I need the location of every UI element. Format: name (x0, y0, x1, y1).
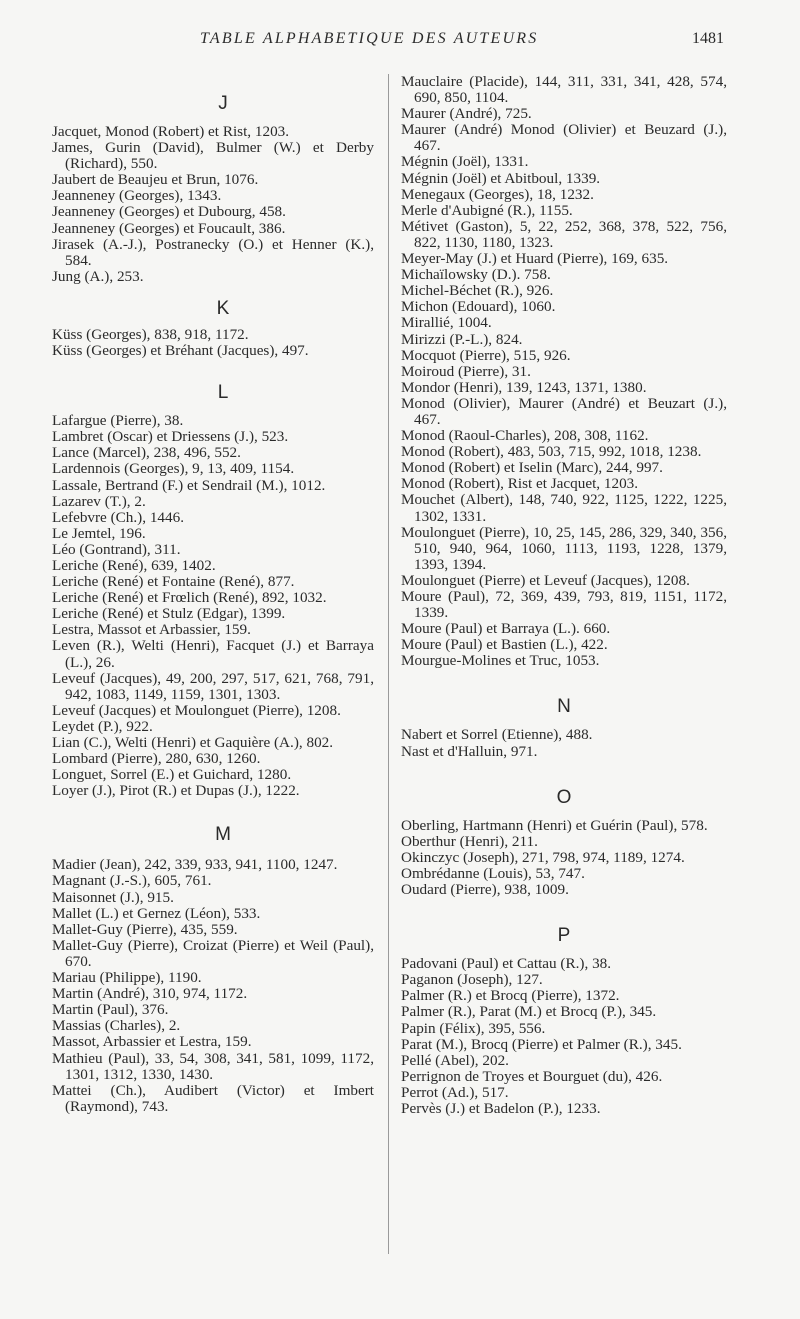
index-entry: Pervès (J.) et Badelon (P.), 1233. (401, 1099, 601, 1117)
index-entry: Le Jemtel, 196. (52, 524, 146, 542)
index-entry: Michon (Edouard), 1060. (401, 298, 556, 316)
index-entry: Michaïlowsky (D.). 758. (401, 266, 551, 284)
index-entry: Magnant (J.-S.), 605, 761. (52, 872, 212, 890)
section-letter: O (556, 786, 572, 808)
index-entry: Lardennois (Georges), 9, 13, 409, 1154. (52, 460, 295, 478)
index-entry: Moiroud (Pierre), 31. (401, 362, 531, 380)
index-entry: Lazarev (T.), 2. (52, 492, 146, 510)
running-header (0, 30, 800, 54)
column-divider (388, 74, 389, 1254)
index-entry: Jirasek (A.-J.), Postranecky (O.) et Henner (K.), 584. (52, 235, 374, 269)
index-entry: Menegaux (Georges), 18, 1232. (401, 185, 594, 203)
index-entry: Padovani (Paul) et Cattau (R.), 38. (401, 955, 612, 973)
index-entry: Okinczyc (Joseph), 271, 798, 974, 1189, 1274. (401, 848, 685, 866)
index-entry: Lefebvre (Ch.), 1446. (52, 508, 185, 526)
index-entry: Oudard (Pierre), 938, 1009. (401, 881, 569, 899)
index-entry: Nast et d'Halluin, 971. (401, 742, 538, 760)
index-entry: Küss (Georges) et Bréhant (Jacques), 497. (52, 342, 309, 360)
index-entry: Jeanneney (Georges), 1343. (52, 187, 222, 205)
letter-section (401, 786, 727, 898)
index-entry: Leveuf (Jacques) et Moulonguet (Pierre), 1208. (52, 701, 341, 719)
index-entry: Mattei (Ch.), Audibert (Victor) et Imbert (Raymond), 743. (52, 1081, 374, 1115)
index-entry: Mallet-Guy (Pierre), 435, 559. (52, 920, 238, 938)
index-entry: Léo (Gontrand), 311. (52, 540, 181, 558)
index-entry: Jaubert de Beaujeu et Brun, 1076. (52, 171, 259, 189)
letter-section (401, 924, 727, 1117)
index-entry: Jeanneney (Georges) et Dubourg, 458. (52, 203, 286, 221)
left-column (52, 74, 374, 1115)
index-entry: Massias (Charles), 2. (52, 1017, 181, 1035)
index-entry: Loyer (J.), Pirot (R.) et Dupas (J.), 1222. (52, 782, 300, 800)
index-entry: Moure (Paul), 72, 369, 439, 793, 819, 1151, 1172, 1339. (401, 588, 727, 622)
section-letter: N (557, 696, 571, 718)
index-entry: Maurer (André) Monod (Olivier) et Beuzard (J.), 467. (401, 121, 727, 155)
index-entry: Madier (Jean), 242, 339, 933, 941, 1100, 1247. (52, 856, 338, 874)
section-letter: J (218, 93, 228, 114)
letter-section (401, 695, 727, 759)
index-entry: Jung (A.), 253. (52, 267, 144, 285)
index-entry: Martin (Paul), 376. (52, 1001, 169, 1019)
index-entry: Leydet (P.), 922. (52, 717, 153, 735)
letter-section (52, 92, 374, 285)
index-entry: Leven (R.), Welti (Henri), Facquet (J.) et Barraya (L.), 26. (52, 637, 374, 671)
letter-section (52, 297, 374, 359)
index-entry: Longuet, Sorrel (E.) et Guichard, 1280. (52, 766, 292, 784)
index-entry: Nabert et Sorrel (Etienne), 488. (401, 726, 593, 744)
index-entry: Moulonguet (Pierre) et Leveuf (Jacques), 1208. (401, 571, 690, 589)
index-entry: Monod (Raoul-Charles), 208, 308, 1162. (401, 427, 649, 445)
index-entry: Lian (C.), Welti (Henri) et Gaquière (A.), 802. (52, 734, 334, 751)
index-entry: Küss (Georges), 838, 918, 1172. (52, 325, 249, 343)
index-entry: Palmer (R.), Parat (M.) et Brocq (P.), 345. (401, 1003, 657, 1021)
index-entry: Leriche (René) et Fontaine (René), 877. (52, 573, 295, 591)
index-entry: Jeanneney (Georges) et Foucault, 386. (52, 219, 286, 237)
section-letter: L (217, 382, 229, 404)
index-entry: Meyer-May (J.) et Huard (Pierre), 169, 635. (401, 250, 669, 268)
index-entry: Mouchet (Albert), 148, 740, 922, 1125, 1222, 1225, 1302, 1331. (401, 491, 727, 525)
index-entry: Ombrédanne (Louis), 53, 747. (401, 864, 585, 882)
index-entry: Moulonguet (Pierre), 10, 25, 145, 286, 329, 340, 356, 510, 940, 964, 1060, 1113, 1193, 1228, 1379, 1393, 1394. (401, 523, 727, 573)
running-title: TABLE ALPHABETIQUE DES AUTEURS (200, 30, 539, 47)
index-entry: Lassale, Bertrand (F.) et Sendrail (M.), 1012. (52, 476, 326, 494)
index-entry: Oberling, Hartmann (Henri) et Guérin (Paul), 578. (401, 816, 708, 834)
section-letter: K (216, 297, 230, 319)
index-entry: Papin (Félix), 395, 556. (401, 1019, 546, 1037)
index-entry: Maisonnet (J.), 915. (52, 888, 174, 906)
index-entry: Moure (Paul) et Bastien (L.), 422. (401, 636, 608, 654)
index-entry: Métivet (Gaston), 5, 22, 252, 368, 378, 522, 756, 822, 1130, 1180, 1323. (401, 217, 727, 251)
index-entry: Martin (André), 310, 974, 1172. (52, 985, 248, 1003)
index-entry: Mathieu (Paul), 33, 54, 308, 341, 581, 1099, 1172, 1301, 1312, 1330, 1430. (52, 1049, 374, 1083)
index-entry: Mondor (Henri), 139, 1243, 1371, 1380. (401, 378, 647, 396)
index-entry: Leveuf (Jacques), 49, 200, 297, 517, 621, 768, 791, 942, 1083, 1149, 1159, 1301, 1303. (52, 669, 374, 703)
index-entry: Mégnin (Joël) et Abitboul, 1339. (401, 169, 601, 187)
index-entry: Monod (Robert), Rist et Jacquet, 1203. (401, 475, 639, 493)
index-entry: Michel-Béchet (R.), 926. (401, 282, 554, 300)
section-letter: M (215, 824, 231, 846)
index-entry: Monod (Robert) et Iselin (Marc), 244, 997. (401, 459, 663, 477)
index-entry: Leriche (René) et Stulz (Edgar), 1399. (52, 605, 286, 623)
index-entry: Moure (Paul) et Barraya (L.). 660. (401, 620, 611, 638)
index-entry: Maurer (André), 725. (401, 105, 532, 123)
index-entry: Mourgue-Molines et Truc, 1053. (401, 652, 600, 670)
index-entry: Mariau (Philippe), 1190. (52, 969, 202, 987)
index-entry: Lombard (Pierre), 280, 630, 1260. (52, 750, 261, 768)
index-entry: Parat (M.), Brocq (Pierre) et Palmer (R.), 345. (401, 1035, 682, 1053)
index-entry: Jacquet, Monod (Robert) et Rist, 1203. (52, 123, 290, 140)
index-entry: Oberthur (Henri), 211. (401, 832, 538, 850)
index-entry: Mirallié, 1004. (401, 314, 492, 332)
index-entry: Mallet (L.) et Gernez (Léon), 533. (52, 904, 261, 922)
index-entry: James, Gurin (David), Bulmer (W.) et Derby (Richard), 550. (52, 139, 374, 173)
index-entry: Monod (Robert), 483, 503, 715, 992, 1018, 1238. (401, 443, 702, 461)
index-entry: Mocquot (Pierre), 515, 926. (401, 346, 571, 364)
index-entry: Monod (Olivier), Maurer (André) et Beuzart (J.), 467. (401, 394, 727, 428)
index-entry: Perrot (Ad.), 517. (401, 1083, 509, 1101)
index-entry: Mirizzi (P.-L.), 824. (401, 330, 523, 348)
index-entry: Mallet-Guy (Pierre), Croizat (Pierre) et Weil (Paul), 670. (52, 936, 374, 970)
section-letter: P (557, 925, 571, 947)
letter-section (401, 74, 727, 669)
index-entry: Perrignon de Troyes et Bourguet (du), 426. (401, 1067, 663, 1085)
index-entry: Massot, Arbassier et Lestra, 159. (52, 1033, 252, 1051)
index-entry: Lestra, Massot et Arbassier, 159. (52, 621, 251, 639)
right-column (401, 74, 727, 1117)
index-entry: Paganon (Joseph), 127. (401, 971, 543, 989)
letter-section (52, 823, 374, 1115)
index-entry: Lambret (Oscar) et Driessens (J.), 523. (52, 428, 289, 446)
page-number: 1481 (692, 30, 724, 47)
index-entry: Mauclaire (Placide), 144, 311, 331, 341, 428, 574, 690, 850, 1104. (401, 73, 727, 107)
index-entry: Merle d'Aubigné (R.), 1155. (401, 201, 573, 219)
index-entry: Leriche (René), 639, 1402. (52, 556, 216, 574)
index-entry: Lance (Marcel), 238, 496, 552. (52, 444, 241, 462)
index-entry: Lafargue (Pierre), 38. (52, 412, 184, 430)
index-entry: Pellé (Abel), 202. (401, 1051, 509, 1069)
letter-section (52, 381, 374, 799)
index-entry: Mégnin (Joël), 1331. (401, 153, 529, 171)
index-entry: Leriche (René) et Frœlich (René), 892, 1032. (52, 589, 327, 607)
index-entry: Palmer (R.) et Brocq (Pierre), 1372. (401, 987, 620, 1005)
